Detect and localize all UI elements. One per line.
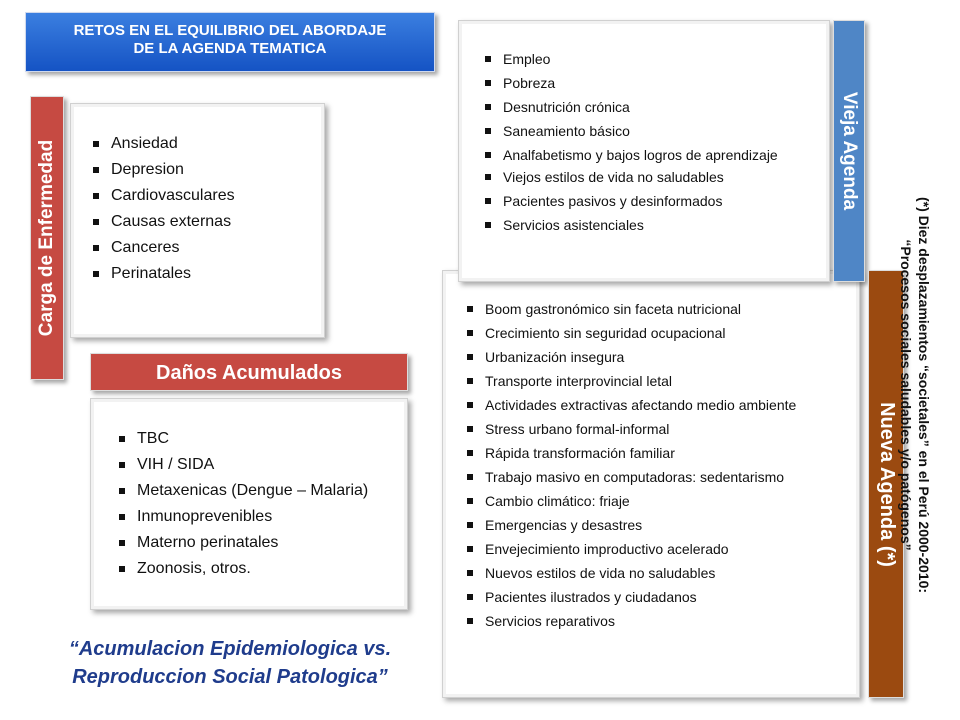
carga-panel [70, 103, 325, 338]
vieja-label: Vieja Agenda [839, 91, 860, 211]
list-item: Emergencias y desastres [463, 517, 847, 533]
nueva-panel [442, 270, 860, 698]
list-item: Rápida transformación familiar [463, 445, 847, 461]
quote-line1: “Acumulacion Epidemiologica vs. [68, 638, 392, 660]
quote-line2: Reproduccion Social Patologica” [72, 666, 388, 688]
list-item: Cambio climático: friaje [463, 493, 847, 509]
list-item: Canceres [89, 238, 314, 257]
list-item: Perinatales [89, 264, 314, 283]
title-line2: DE LA AGENDA TEMATICA [133, 40, 327, 57]
footnote-text [897, 95, 933, 695]
list-item: Metaxenicas (Dengue – Malaria) [115, 481, 393, 500]
carga-label: Carga de Enfermedad [36, 139, 57, 337]
danos-panel [90, 398, 408, 610]
title-box [25, 12, 435, 72]
title-line1: RETOS EN EL EQUILIBRIO DEL ABORDAJE [73, 22, 387, 39]
list-item: TBC [115, 429, 393, 448]
list-item: Viejos estilos de vida no saludables [481, 169, 819, 185]
list-item: Trabajo masivo en computadoras: sedentarismo [463, 469, 847, 485]
list-item: Pacientes ilustrados y ciudadanos [463, 589, 847, 605]
vieja-panel [458, 20, 830, 282]
list-item: Desnutrición crónica [481, 99, 819, 115]
quote [20, 635, 440, 691]
vieja-list [481, 51, 819, 233]
list-item: Empleo [481, 51, 819, 67]
list-item: Zoonosis, otros. [115, 559, 393, 578]
list-item: Analfabetismo y bajos logros de aprendizaje [481, 147, 819, 163]
list-item: Servicios reparativos [463, 613, 847, 629]
list-item: Transporte interprovincial letal [463, 373, 847, 389]
list-item: Urbanización insegura [463, 349, 847, 365]
list-item: Boom gastronómico sin faceta nutricional [463, 301, 847, 317]
list-item: Nuevos estilos de vida no saludables [463, 565, 847, 581]
list-item: Ansiedad [89, 134, 314, 153]
footnote-line1: (*) Diez desplazamientos “societales” en el Perú 2000-2010: [916, 196, 932, 594]
danos-label: Daños Acumulados [90, 353, 408, 391]
list-item: Stress urbano formal-informal [463, 421, 847, 437]
vieja-label-box [833, 20, 865, 282]
list-item: Envejecimiento improductivo acelerado [463, 541, 847, 557]
list-item: Cardiovasculares [89, 186, 314, 205]
list-item: Crecimiento sin seguridad ocupacional [463, 325, 847, 341]
carga-label-box [30, 96, 64, 380]
list-item: VIH / SIDA [115, 455, 393, 474]
list-item: Servicios asistenciales [481, 217, 819, 233]
nueva-label: Nueva Agenda (*) [875, 401, 898, 567]
list-item: Actividades extractivas afectando medio ambiente [463, 397, 847, 413]
danos-list [115, 429, 393, 578]
list-item: Materno perinatales [115, 533, 393, 552]
footnote-line2: “Procesos sociales saludables y/o patógenos” [898, 239, 914, 551]
list-item: Pobreza [481, 75, 819, 91]
list-item: Causas externas [89, 212, 314, 231]
list-item: Saneamiento básico [481, 123, 819, 139]
nueva-list [463, 301, 847, 629]
list-item: Depresion [89, 160, 314, 179]
list-item: Pacientes pasivos y desinformados [481, 193, 819, 209]
footnote [875, 95, 955, 695]
carga-list [89, 134, 314, 283]
list-item: Inmunoprevenibles [115, 507, 393, 526]
